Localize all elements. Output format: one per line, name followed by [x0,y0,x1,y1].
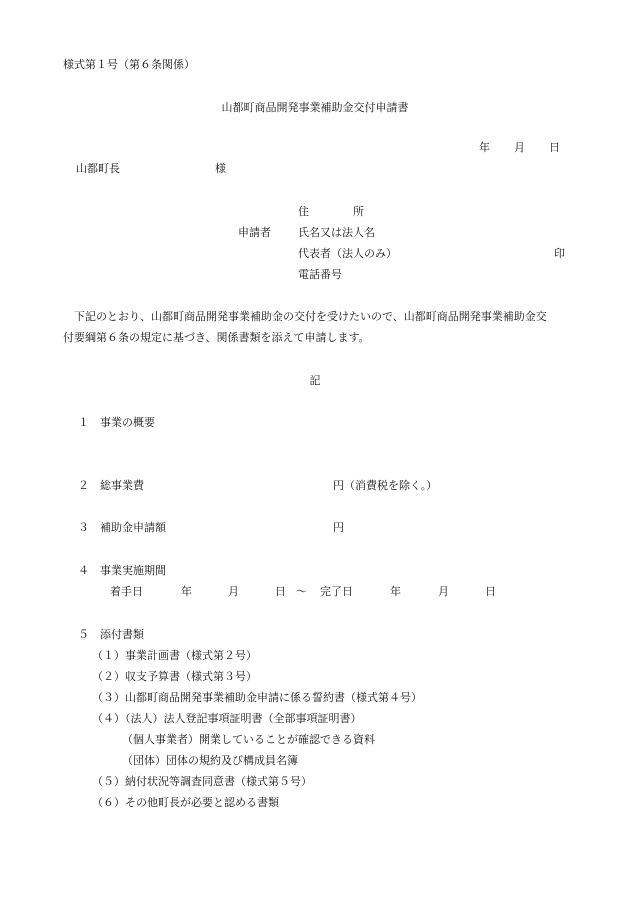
addressee-name: 山都町長 [76,162,120,175]
attachment-subitem: （個人事業者）開業していることが確認できる資料 [122,733,375,746]
attachment-item: （６）その他町長が必要と認める書類 [92,796,279,809]
period-end-month: 月 [438,585,449,598]
body-line-1: 下記のとおり、山都町商品開発事業補助金の交付を受けたいので、山都町商品開発事業補助金交 [63,310,547,323]
date-day: 日 [549,141,560,154]
document-title: 山都町商品開発事業補助金交付申請書 [221,101,409,114]
period-start-day: 日 [275,585,286,598]
period-start-month: 月 [228,585,239,598]
addressee-honorific: 様 [215,162,226,175]
item-total-cost: ２ 総事業費 [78,479,144,492]
item-subsidy: ３ 補助金申請額 [78,521,166,534]
attachment-subitem: （団体）団体の規約及び構成員名簿 [122,754,298,767]
ki-heading: 記 [309,374,321,387]
item-period: ４ 事業実施期間 [78,564,166,577]
period-tilde: ～ [296,585,307,598]
applicant-name-label: 氏名又は法人名 [298,226,375,239]
date-month: 月 [514,141,525,154]
date-year: 年 [479,141,490,154]
applicant-representative-label: 代表者（法人のみ） [298,247,397,260]
attachment-item: （２）収支予算書（様式第３号） [92,670,257,683]
attachment-item: （４）（法人）法人登記事項証明書（全部事項証明書） [92,712,362,725]
applicant-address-label: 住 所 [298,205,364,218]
item-overview: １ 事業の概要 [78,416,155,429]
applicant-phone-label: 電話番号 [298,268,342,281]
applicant-label: 申請者 [238,226,271,239]
attachment-item: （３）山都町商品開発事業補助金申請に係る誓約書（様式第４号） [92,691,422,704]
period-start-year: 年 [181,585,192,598]
period-end-day: 日 [485,585,496,598]
period-start-label: 着手日 [110,585,143,598]
form-number: 様式第１号（第６条関係） [63,58,195,71]
item-attachments: ５ 添付書類 [78,628,144,641]
attachment-item: （１）事業計画書（様式第２号） [92,649,257,662]
subsidy-unit: 円 [333,521,344,534]
period-end-year: 年 [390,585,401,598]
seal-mark: 印 [554,247,565,260]
attachment-item: （５）納付状況等調査同意書（様式第５号） [92,775,312,788]
total-cost-unit: 円（消費税を除く。） [333,479,438,492]
period-end-label: 完了日 [320,585,353,598]
body-line-2: 付要綱第６条の規定に基づき、関係書類を添えて申請します。 [63,331,370,344]
